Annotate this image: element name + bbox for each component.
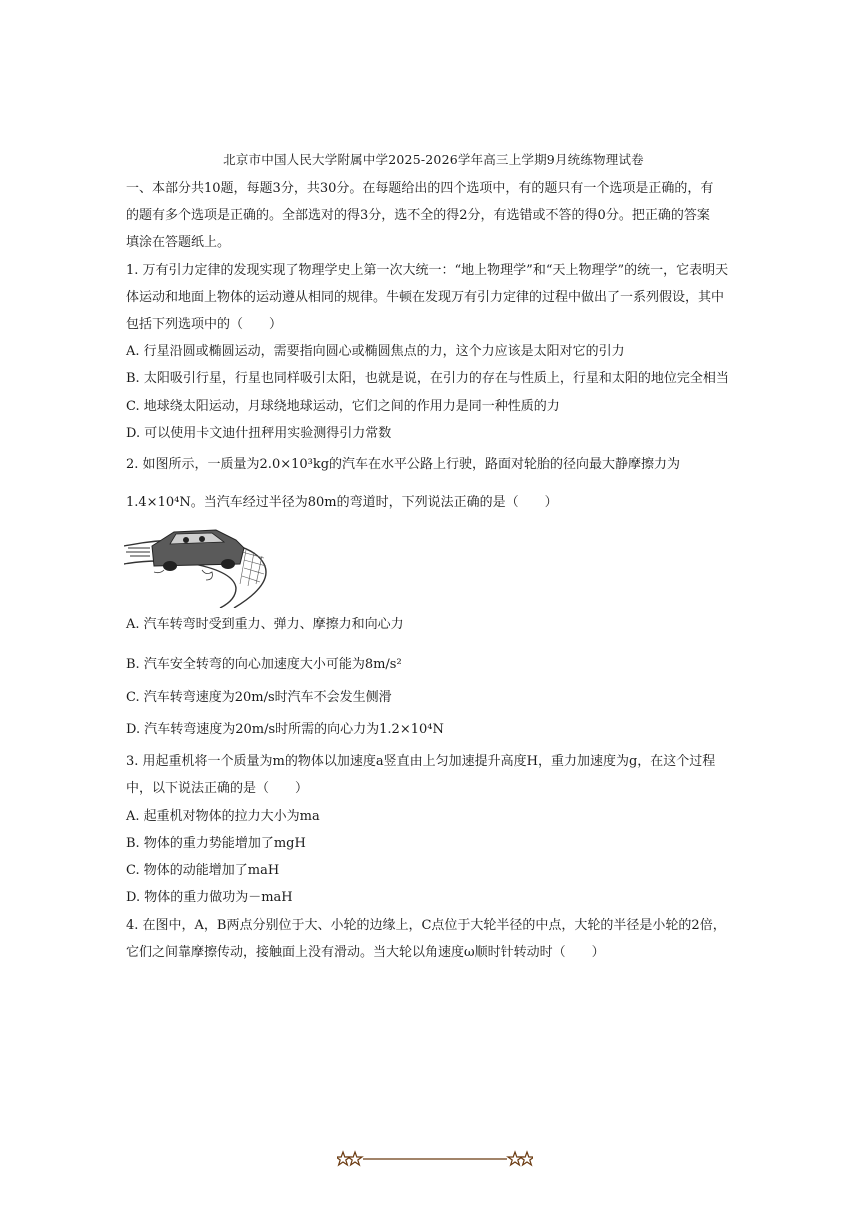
- q2-option-d: D. 汽车转弯速度为20m/s时所需的向心力为1.2×10⁴N: [126, 722, 444, 737]
- q3-stem-line: 3. 用起重机将一个质量为m的物体以加速度a竖直由上匀加速提升高度H，重力加速度为g，在这个过程: [126, 754, 716, 769]
- q4-stem-line: 它们之间靠摩擦传动，接触面上没有滑动。当大轮以角速度ω顺时针转动时（ ）: [126, 945, 605, 960]
- q3-option-b: B. 物体的重力势能增加了mgH: [126, 836, 306, 851]
- q1-option-b: B. 太阳吸引行星，行星也同样吸引太阳，也就是说，在引力的存在与性质上，行星和太阳的地位完全相当: [126, 371, 729, 386]
- q1-stem-line: 体运动和地面上物体的运动遵从相同的规律。牛顿在发现万有引力定律的过程中做出了一系列假设，其中: [126, 290, 725, 305]
- q2-stem-line: 1.4×10⁴N。当汽车经过半径为80m的弯道时，下列说法正确的是（ ）: [126, 495, 558, 510]
- q3-option-a: A. 起重机对物体的拉力大小为ma: [126, 809, 320, 824]
- q1-option-d: D. 可以使用卡文迪什扭秤用实验测得引力常数: [126, 426, 392, 441]
- page-title: 北京市中国人民大学附属中学2025-2026学年高三上学期9月统练物理试卷: [223, 152, 644, 167]
- q3-option-c: C. 物体的动能增加了maH: [126, 863, 280, 878]
- star-divider-icon: [337, 1150, 533, 1168]
- instruction-line: 填涂在答题纸上。: [126, 235, 231, 250]
- instruction-line: 的题有多个选项是正确的。全部选对的得3分，选不全的得2分，有选错或不答的得0分。把正确的答案: [126, 208, 710, 223]
- page-footer-ornament: [0, 1150, 867, 1170]
- q3-option-d: D. 物体的重力做功为－maH: [126, 890, 293, 905]
- q1-stem-line: 包括下列选项中的（ ）: [126, 317, 283, 332]
- q2-option-b: B. 汽车安全转弯的向心加速度大小可能为8m/s²: [126, 657, 402, 672]
- q3-stem-line: 中，以下说法正确的是（ ）: [126, 781, 309, 796]
- q4-stem-line: 4. 在图中，A，B两点分别位于大、小轮的边缘上，C点位于大轮半径的中点，大轮的半径是小轮的2倍，: [126, 918, 726, 933]
- q2-option-c: C. 汽车转弯速度为20m/s时汽车不会发生侧滑: [126, 690, 392, 705]
- car-on-curve-figure: [124, 524, 269, 608]
- q2-option-a: A. 汽车转弯时受到重力、弹力、摩擦力和向心力: [126, 617, 404, 632]
- q1-stem-line: 1. 万有引力定律的发现实现了物理学史上第一次大统一：“地上物理学”和“天上物理学”的统一，它表明天: [126, 263, 729, 278]
- q1-option-a: A. 行星沿圆或椭圆运动，需要指向圆心或椭圆焦点的力，这个力应该是太阳对它的引力: [126, 344, 625, 359]
- q1-option-c: C. 地球绕太阳运动，月球绕地球运动，它们之间的作用力是同一种性质的力: [126, 399, 560, 414]
- q2-stem-line: 2. 如图所示，一质量为2.0×10³kg的汽车在水平公路上行驶，路面对轮胎的径向最大静摩擦力为: [126, 457, 681, 472]
- instruction-line: 一、本部分共10题，每题3分，共30分。在每题给出的四个选项中，有的题只有一个选项是正确的，有: [126, 181, 714, 196]
